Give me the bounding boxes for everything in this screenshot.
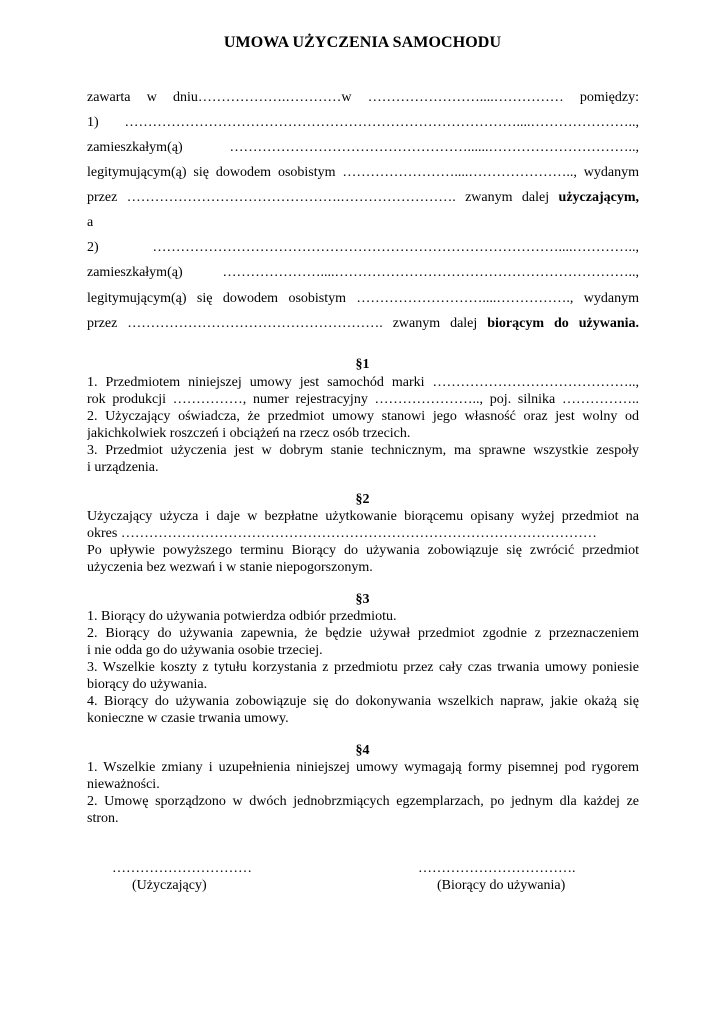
- section-4-heading: §4: [355, 743, 370, 758]
- party2-name-line: 2) ……………………………………………………………………………....…………..,: [87, 240, 639, 255]
- section-3-line: 2. Biorący do używania zapewnia, że będzie używał przedmiot zgodnie z przeznaczeniem: [87, 626, 639, 641]
- party2-issuer-text: przez ………………………………………………. zwanym dalej: [87, 316, 488, 331]
- conjunction-and: a: [87, 215, 94, 230]
- party1-issuer-text: przez ……………………………………….……………………. zwanym dalej: [87, 190, 559, 205]
- section-1-heading: §1: [355, 357, 370, 372]
- section-3-line: biorący do używania.: [87, 677, 208, 692]
- section-1-line: jakichkolwiek roszczeń i obciążeń na rzecz osób trzecich.: [87, 426, 411, 441]
- section-1-line: 2. Użyczający oświadcza, że przedmiot umowy stanowi jego własność oraz jest wolny od: [87, 409, 639, 424]
- section-4-line: stron.: [87, 811, 119, 826]
- contract-date-line: zawarta w dniu……………….…………w ……………………....…………… pomiędzy:: [87, 90, 639, 105]
- section-2-line: Po upływie powyższego terminu Biorący do używania zobowiązuje się zwrócić przedmiot: [87, 543, 639, 558]
- party1-name-line: 1) …………………………………………………………………………....…………………..,: [87, 115, 639, 130]
- section-2-heading: §2: [355, 492, 370, 507]
- section-3-line: 4. Biorący do używania zobowiązuje się do dokonywania wszelkich napraw, jakie okażą się: [87, 694, 639, 709]
- section-3-heading: §3: [355, 592, 370, 607]
- lender-signature-line: …………………………: [112, 861, 252, 876]
- party1-id-line: legitymującym(ą) się dowodem osobistym ……………………....………………….., wydanym: [87, 165, 639, 180]
- section-1-line: rok produkcji ……………, numer rejestracyjny ………………….., poj. silnika ……………..: [87, 392, 639, 407]
- section-3-line: i nie odda go do używania osobie trzeciej.: [87, 643, 323, 658]
- section-4-line: nieważności.: [87, 777, 160, 792]
- section-2-line: użyczenia bez wezwań i w stanie niepogorszonym.: [87, 560, 373, 575]
- section-2-line: okres …………………………………………………………………………………………: [87, 526, 597, 541]
- party1-role: użyczającym,: [558, 190, 639, 205]
- party2-issuer-line: [87, 315, 639, 333]
- section-1-line: 3. Przedmiot użyczenia jest w dobrym stanie technicznym, ma sprawne wszystkie zespoły: [87, 443, 639, 458]
- borrower-signature-line: …………………………….: [418, 861, 576, 876]
- section-3-line: 3. Wszelkie koszty z tytułu korzystania z przedmiotu przez cały czas trwania umowy poniesie: [87, 660, 639, 675]
- party1-address-line: zamieszkałym(ą) ……………………………………………......…………………………..,: [87, 140, 639, 155]
- section-3-line: 1. Biorący do używania potwierdza odbiór przedmiotu.: [87, 609, 397, 624]
- document-title: UMOWA UŻYCZENIA SAMOCHODU: [223, 34, 502, 51]
- section-3-line: konieczne w czasie trwania umowy.: [87, 711, 289, 726]
- party2-role: biorącym do używania.: [487, 316, 639, 331]
- lender-signature-label: (Użyczający): [132, 878, 207, 893]
- section-2-line: Użyczający użycza i daje w bezpłatne użytkowanie biorącemu opisany wyżej przedmiot na: [87, 509, 639, 524]
- party2-id-line: legitymującym(ą) się dowodem osobistym ………………………....……………., wydanym: [87, 291, 639, 306]
- borrower-signature-label: (Biorący do używania): [437, 878, 566, 893]
- section-1-line: 1. Przedmiotem niniejszej umowy jest samochód marki ……………………………………..,: [87, 375, 639, 390]
- party2-address-line: zamieszkałym(ą) …………………....………………………………………………………..,: [87, 265, 639, 280]
- party1-issuer-line: [87, 189, 639, 207]
- section-4-line: 2. Umowę sporządzono w dwóch jednobrzmiących egzemplarzach, po jednym dla każdej ze: [87, 794, 639, 809]
- section-1-line: i urządzenia.: [87, 460, 159, 475]
- section-4-line: 1. Wszelkie zmiany i uzupełnienia niniejszej umowy wymagają formy pisemnej pod rygorem: [87, 760, 639, 775]
